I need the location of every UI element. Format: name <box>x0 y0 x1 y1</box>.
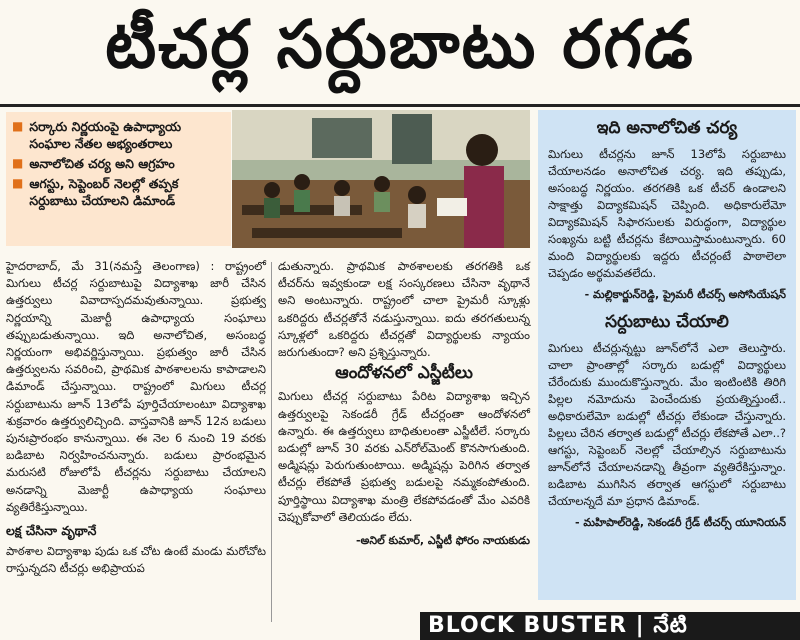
quote-signature: - మల్లికార్జున్‌రెడ్డి, ప్రైమరీ టీచర్స్ అసోసియేషన్ <box>584 288 786 301</box>
article-paragraph: పాఠశాల విద్యాశాఖ పుడు ఒక చోట ఉంటే మండు మరోచోట రాస్తున్నదని టీచర్లు అభిప్రాయప <box>6 544 266 576</box>
headline-rule <box>0 104 800 107</box>
highlight-item <box>12 118 225 152</box>
column-divider <box>271 262 272 622</box>
quote-signature: -అనిల్ కుమార్, ఎస్జీటీ ఫోరం నాయకుడు <box>355 534 530 548</box>
highlights-box <box>6 112 231 246</box>
bullet-icon: ■ <box>12 119 24 133</box>
article-paragraph: హైదరాబాద్, మే 31(నమస్తే తెలంగాణ) : రాష్ట్రంలో మిగులు టీచర్ల సర్దుబాటుపై విద్యాశాఖ జారీ చేసిన ఉత్తర్వులు వివాదాస్పదమవుతున్నాయి. ప్రభుత్వ నిర్ణయాన్ని మెజార్టీ ఉపాధ్యాయ సంఘాలు తప్పుబడుతున్నాయి. ఇది అనాలోచిత, అసంబద్ధ నిర్ణయంగా అభివర్ణిస్తున్నాయి. ప్రభుత్వం జారీ చేసిన ఉత్తర్వులను సవరించి, ప్రాథమిక పాఠశాలలను కాపాడాలని డిమాండ్ చేస్తున్నాయి. రాష్ట్రంలో మిగులు టీచర్ల సర్దుబాటును జూన్ 13లోపే పూర్తిచేయాలంటూ విద్యాశాఖ శుక్రవారం ఉత్తర్వులిచ్చింది. వాస్తవానికి జూన్ 12న బడులు పునఃప్రారంభం కానున్నాయి. ఈ నెల 6 నుంచి 19 వరకు బడిబాట నిర్వహించనున్నారు. బడులు ప్రారంభమైన మరుసటి రోజులోపే టీచర్లను సర్దుబాటు చేయాలని అనడాన్ని మెజార్టీ ఉపాధ్యాయ సంఘాలు వ్యతిరేకిస్తున్నాయి. <box>6 259 266 514</box>
highlight-text: ఆగస్టు, సెప్టెంబర్ నెలల్లో తప్పక సర్దుబాటు చేయాలని డిమాండ్ <box>29 176 179 208</box>
opinion-sidebar <box>538 110 796 600</box>
article-paragraph: డుతున్నారు. ప్రాథమిక పాఠశాలలకు తరగతికి ఒక టీచర్‌ను ఇవ్వకుండా లక్ష సంస్కరణలు చేసినా వృథానే అని అంటున్నారు. రాష్ట్రంలో చాలా ప్రైమరీ స్కూళ్లు ఒకరిద్దరు టీచర్లతోనే నడుస్తున్నాయి. ఐదు తరగతులున్న స్కూళ్లలో ఒకరిద్దరు టీచర్లతో విద్యార్థులకు న్యాయం జరుగుతుందా? అని ప్రశ్నిస్తున్నారు. <box>278 259 530 360</box>
highlight-text: అనాలోచిత చర్య అని ఆగ్రహం <box>29 156 175 171</box>
bottom-banner: BLOCK BUSTER | నేటి <box>420 612 800 640</box>
quote-signature: - మహిపాల్‌రెడ్డి, సెకండరీ గ్రేడ్ టీచర్స్ యూనియన్ <box>575 516 786 529</box>
sidebar-paragraph: మిగులు టీచర్లను జూన్ 13లోపే సర్దుబాటు చేయాలనడం అనాలోచిత చర్య. ఇది తప్పుడు, అసంబద్ధ నిర్ణయం. తరగతికి ఒక టీచర్ ఉండాలని సాక్షాత్తు విద్యాకమిషన్ చెప్పింది. అధికారులేమో విద్యాకమిషన్ సిఫారసులకు విరుద్ధంగా, విద్యార్థుల సంఖ్యను బట్టి టీచర్లను కేటాయిస్తామంటున్నారు. 60 మంది విద్యార్థులకు ఇద్దరు టీచర్లంటే పాఠాలెలా చెప్పడం అర్థమవతలేదు. <box>548 147 786 280</box>
subheading: లక్ష చేసినా వృథానే <box>6 523 97 539</box>
highlight-item <box>12 175 225 209</box>
bullet-icon: ■ <box>12 156 24 170</box>
headline: టీచర్ల సర్దుబాటు రగడ <box>105 5 695 83</box>
classroom-photo <box>232 110 530 248</box>
classroom-illustration <box>232 110 530 248</box>
sidebar-heading: ఇది అనాలోచిత చర్య <box>596 118 738 138</box>
bullet-icon: ■ <box>12 176 24 190</box>
subheading: ఆందోళనలో ఎస్జీటీలు <box>335 363 473 384</box>
sidebar-paragraph: మిగులు టీచర్లున్నట్టు జూన్‌లోనే ఎలా తెలుస్తారు. చాలా ప్రాంతాల్లో సర్కారు బడుల్లో విద్యార్థులు చేరేందుకు ముందుకొస్తున్నారు. మేం ఇంటింటికి తిరిగి పిల్లల నమోదును పెంచేందుకు ప్రయత్నిస్తుంటే.. అధికారులేమో బడుల్లో టీచర్లు లేకుండా చేస్తున్నారు. పిల్లలు చేరిన తర్వాత బడుల్లో టీచర్లు లేకపోతే ఎలా..? ఆగస్టు, సెప్టెంబర్ నెలల్లో చేయాల్సిన సర్దుబాటును జూన్‌లోనే చేయాలనడాన్ని తీవ్రంగా వ్యతిరేకిస్తున్నాం. బడిబాట ముగిసిన తర్వాత ఆగస్టులో సర్దుబాటు చేయాలన్నదే మా ప్రధాన డిమాండ్. <box>548 341 786 508</box>
article-column-1 <box>6 258 266 628</box>
highlight-item <box>12 155 225 172</box>
article-paragraph: మిగులు టీచర్ల సర్దుబాటు పేరిట విద్యాశాఖ ఇచ్చిన ఉత్తర్వులపై సెకండరీ గ్రేడ్ టీచర్లంతా ఆందోళనలో ఉన్నారు. ఈ ఉత్తర్వులు బాధితులంతా ఎస్జీటీలే. సర్కారు బడుల్లో జూన్ 30 వరకు ఎన్‌రోల్‌మెంట్ కొనసాగుతుంది. అడ్మిషన్లు పెరుగుతుంటాయి. అడ్మిషన్లు పెరిగిన తర్వాత టీచర్లు లేకపోతే ప్రభుత్వ బడులపై నమ్మకంపోతుంది. పూర్తిస్థాయి విద్యాశాఖ మంత్రి లేకపోవడంతో మేం ఎవరికి చెప్పుకోవాలో తెలియడం లేదు. <box>278 389 530 524</box>
article-column-2 <box>278 258 530 628</box>
highlight-text: సర్కారు నిర్ణయంపై ఉపాధ్యాయ సంఘాల నేతల అభ్యంతరాలు <box>29 119 182 151</box>
sidebar-heading: సర్దుబాటు చేయాలి <box>605 312 729 332</box>
